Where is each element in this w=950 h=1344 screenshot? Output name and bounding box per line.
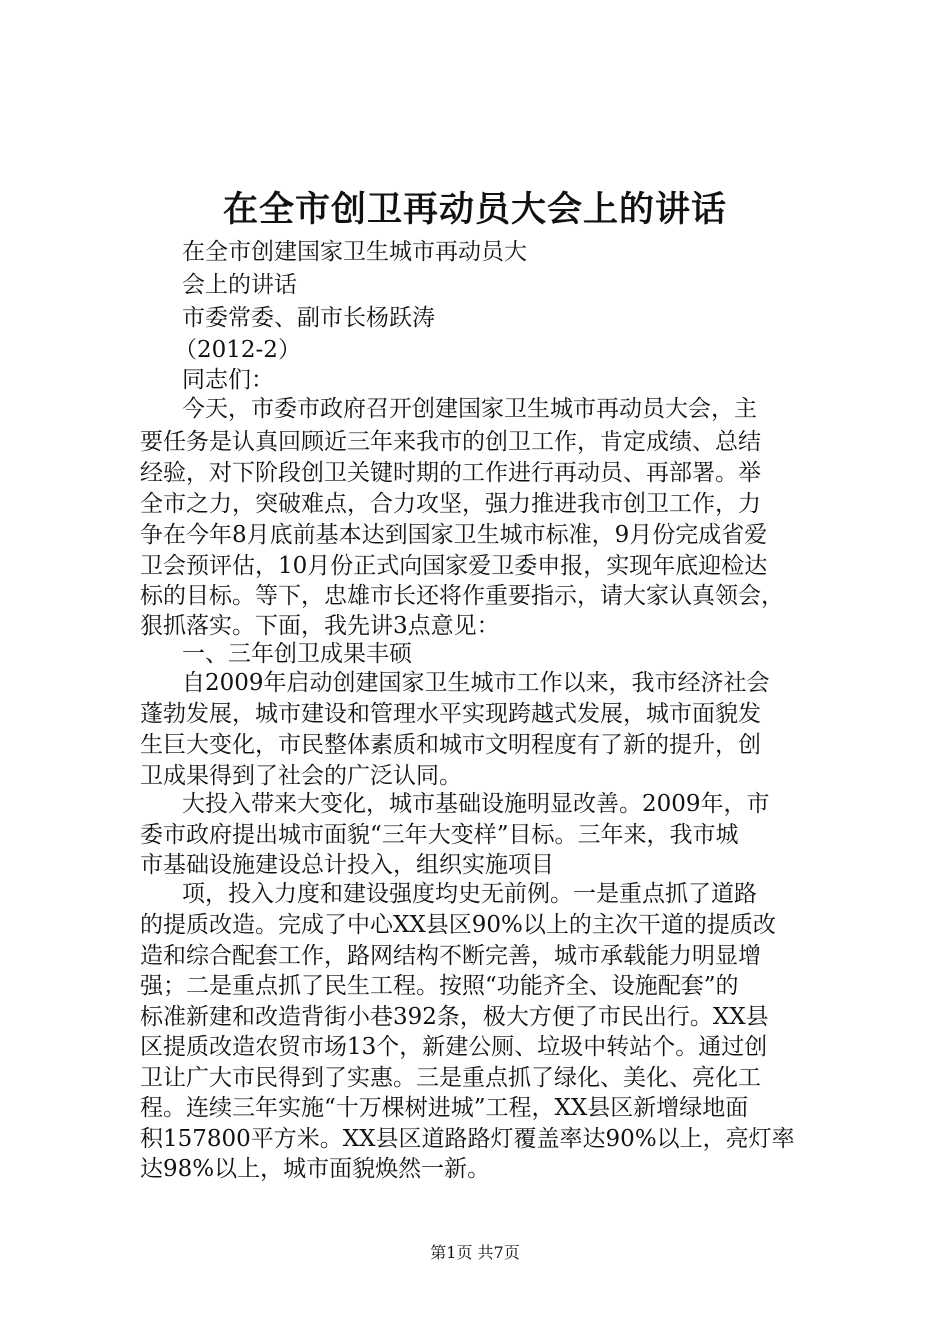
- paragraph-line: 标的目标。等下，忠雄市长还将作重要指示，请大家认真领会，: [140, 583, 784, 609]
- paragraph-line: 蓬勃发展，城市建设和管理水平实现跨越式发展，城市面貌发: [140, 701, 761, 727]
- date-line: （2012-2）: [174, 337, 301, 363]
- paragraph-line: 卫会预评估，10月份正式向国家爱卫委申报，实现年底迎检达: [140, 553, 768, 579]
- paragraph-line: 强；二是重点抓了民生工程。按照“功能齐全、设施配套”的: [140, 973, 739, 999]
- paragraph-line: 造和综合配套工作，路网结构不断完善，城市承载能力明显增: [140, 943, 761, 969]
- paragraph-line: 卫让广大市民得到了实惠。三是重点抓了绿化、美化、亮化工: [140, 1065, 761, 1091]
- paragraph-line: 卫成果得到了社会的广泛认同。: [140, 763, 462, 789]
- paragraph-line: 要任务是认真回顾近三年来我市的创卫工作，肯定成绩、总结: [140, 429, 761, 455]
- section-heading: 一、三年创卫成果丰硕: [182, 641, 412, 667]
- paragraph-line: 区提质改造农贸市场13个，新建公厕、垃圾中转站个。通过创: [140, 1034, 768, 1060]
- paragraph-line: 今天，市委市政府召开创建国家卫生城市再动员大会，主: [182, 396, 757, 422]
- paragraph-line: 达98%以上，城市面貌焕然一新。: [140, 1156, 491, 1182]
- paragraph-line: 的提质改造。完成了中心XX县区90%以上的主次干道的提质改: [140, 912, 776, 938]
- salutation-line: 同志们：: [182, 367, 274, 393]
- page-number-footer: 第1页 共7页: [430, 1243, 520, 1262]
- paragraph-line: 全市之力，突破难点，合力攻坚，强力推进我市创卫工作，力: [140, 491, 761, 517]
- paragraph-line: 狠抓落实。下面，我先讲3点意见：: [140, 613, 500, 639]
- author-line: 市委常委、副市长杨跃涛: [182, 305, 435, 331]
- paragraph-line: 项，投入力度和建设强度均史无前例。一是重点抓了道路: [182, 881, 757, 907]
- text-line: 会上的讲话: [182, 272, 297, 298]
- paragraph-line: 程。连续三年实施“十万棵树进城”工程，XX县区新增绿地面: [140, 1095, 749, 1121]
- text-line: 在全市创建国家卫生城市再动员大: [182, 239, 527, 265]
- paragraph-line: 委市政府提出城市面貌“三年大变样”目标。三年来，我市城: [140, 822, 739, 848]
- paragraph-line: 自2009年启动创建国家卫生城市工作以来，我市经济社会: [182, 670, 770, 696]
- paragraph-line: 市基础设施建设总计投入，组织实施项目: [140, 852, 554, 878]
- paragraph-line: 标准新建和改造背街小巷392条，极大方便了市民出行。XX县: [140, 1004, 769, 1030]
- paragraph-line: 生巨大变化，市民整体素质和城市文明程度有了新的提升，创: [140, 732, 761, 758]
- paragraph-line: 积157800平方米。XX县区道路路灯覆盖率达90%以上，亮灯率: [140, 1126, 795, 1152]
- document-title: 在全市创卫再动员大会上的讲话: [222, 189, 727, 230]
- paragraph-line: 大投入带来大变化，城市基础设施明显改善。2009年，市: [182, 791, 770, 817]
- paragraph-line: 争在今年8月底前基本达到国家卫生城市标准，9月份完成省爱: [140, 522, 768, 548]
- paragraph-line: 经验，对下阶段创卫关键时期的工作进行再动员、再部署。举: [140, 460, 761, 486]
